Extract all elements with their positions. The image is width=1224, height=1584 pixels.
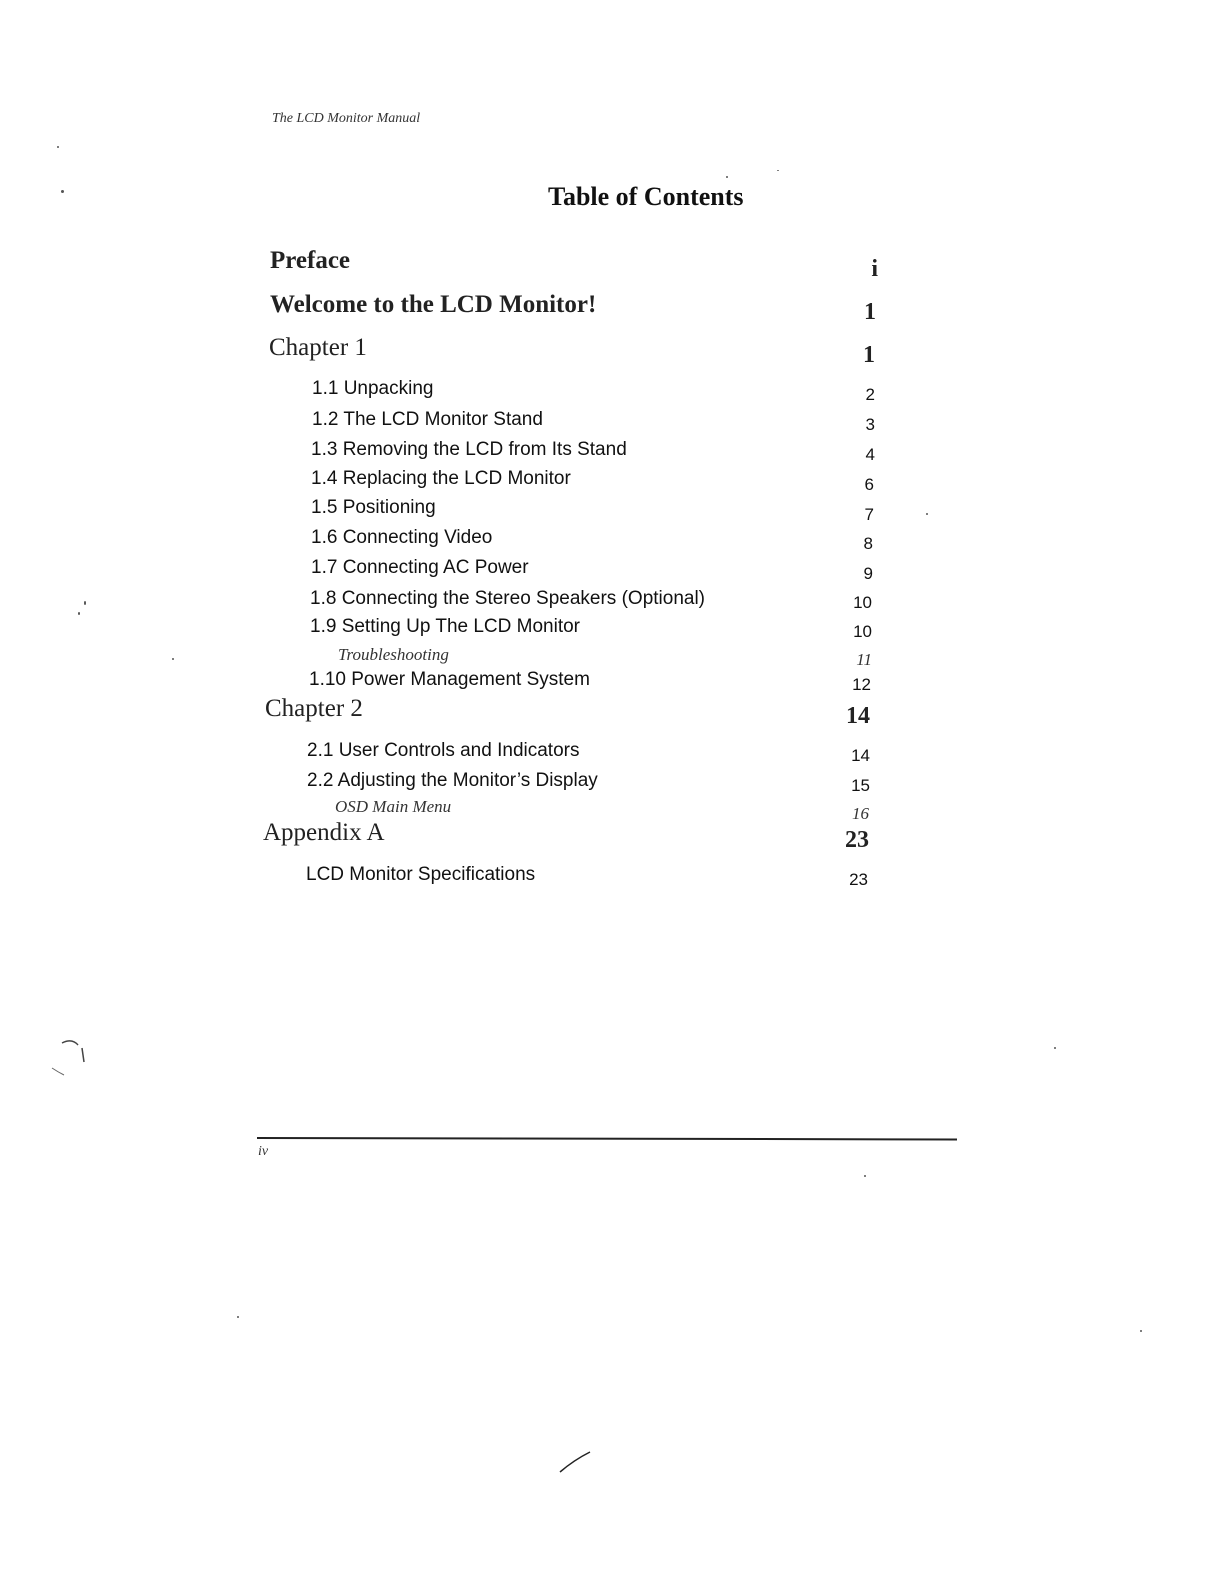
toc-entry-1-5: 1.5 Positioning <box>311 497 436 518</box>
toc-entry-preface: Preface <box>270 247 351 274</box>
toc-entry-osd-main-menu: OSD Main Menu <box>335 797 452 816</box>
toc-page-troubleshooting: 11 <box>856 650 872 669</box>
toc-entry-troubleshooting: Troubleshooting <box>338 645 449 664</box>
toc-page-chapter-2: 14 <box>846 703 870 729</box>
running-header: The LCD Monitor Manual <box>272 111 421 126</box>
toc-entry-2-2: 2.2 Adjusting the Monitor’s Display <box>307 770 598 791</box>
toc-page-1-7: 9 <box>863 564 873 583</box>
page-folio: iv <box>258 1144 269 1159</box>
toc-page-chapter-1: 1 <box>863 342 875 368</box>
toc-page-1-6: 8 <box>863 534 873 553</box>
toc-page-preface: i <box>871 256 878 282</box>
toc-page-1-5: 7 <box>864 505 874 524</box>
toc-entry-chapter-2: Chapter 2 <box>265 695 363 722</box>
toc-page-1-1: 2 <box>865 385 875 404</box>
toc-page-welcome: 1 <box>864 299 876 325</box>
toc-page-lcd-specifications: 23 <box>849 870 868 889</box>
toc-entry-1-1: 1.1 Unpacking <box>312 378 434 399</box>
toc-entry-welcome: Welcome to the LCD Monitor! <box>270 291 597 318</box>
toc-entry-1-4: 1.4 Replacing the LCD Monitor <box>311 468 571 489</box>
toc-entry-appendix-a: Appendix A <box>263 819 385 846</box>
toc-entry-1-8: 1.8 Connecting the Stereo Speakers (Optional) <box>310 588 706 609</box>
toc-page-1-10: 12 <box>852 675 871 694</box>
toc-page-2-2: 15 <box>851 776 870 795</box>
scan-mark-arc <box>62 1041 78 1045</box>
toc-page-1-2: 3 <box>865 415 875 434</box>
toc-entry-chapter-1: Chapter 1 <box>269 334 367 361</box>
scan-mark-arc <box>52 1068 64 1075</box>
toc-entry-1-9: 1.9 Setting Up The LCD Monitor <box>310 616 581 637</box>
toc-entry-2-1: 2.1 User Controls and Indicators <box>307 740 580 761</box>
toc-page-appendix-a: 23 <box>845 827 869 853</box>
toc-page-osd-main-menu: 16 <box>852 804 869 823</box>
toc-entry-1-10: 1.10 Power Management System <box>309 669 590 690</box>
toc-entry-1-7: 1.7 Connecting AC Power <box>311 557 529 578</box>
toc-entry-1-6: 1.6 Connecting Video <box>311 527 493 548</box>
toc-page-2-1: 14 <box>851 746 870 765</box>
toc-title: Table of Contents <box>548 182 744 211</box>
pen-stroke <box>560 1452 590 1472</box>
toc-page-1-4: 6 <box>864 475 874 494</box>
toc-entry-lcd-specifications: LCD Monitor Specifications <box>306 864 536 885</box>
toc-page-1-9: 10 <box>853 622 872 641</box>
toc-page-1-3: 4 <box>865 445 875 464</box>
toc-page-1-8: 10 <box>853 593 872 612</box>
toc-entry-1-3: 1.3 Removing the LCD from Its Stand <box>311 439 627 460</box>
scan-mark-stroke <box>82 1048 84 1062</box>
toc-entry-1-2: 1.2 The LCD Monitor Stand <box>312 409 543 430</box>
